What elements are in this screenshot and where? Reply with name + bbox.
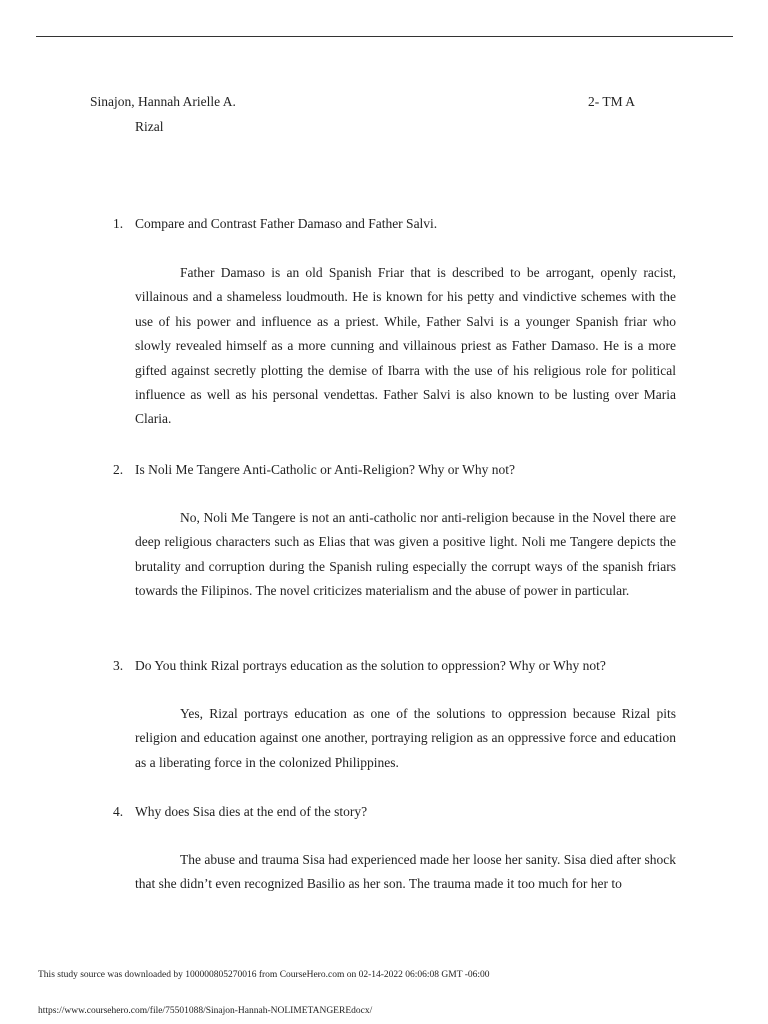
- question-2: [113, 462, 683, 478]
- question-text: Do You think Rizal portrays education as the solution to oppression? Why or Why not?: [135, 658, 606, 673]
- question-text: Is Noli Me Tangere Anti-Catholic or Anti-Religion? Why or Why not?: [135, 462, 515, 477]
- question-number: 4.: [113, 804, 124, 819]
- answer-2: No, Noli Me Tangere is not an anti-catholic nor anti-religion because in the Novel there are deep religious characters such as Elias that was given a positive light. Noli me Tangere depicts the brutality and corruption during the Spanish ruling especially the corrupt ways of the spanish friars towards the Filipinos. The novel criticizes materialism and the abuse of power in particular.: [135, 510, 676, 599]
- question-4: [113, 804, 683, 820]
- download-source-note: This study source was downloaded by 100000805270016 from CourseHero.com on 02-14-2022 06:06:08 GMT -06:00: [38, 970, 490, 980]
- section-label: 2- TM A: [588, 94, 636, 109]
- question-number: 3.: [113, 658, 124, 673]
- answer-3: Yes, Rizal portrays education as one of the solutions to oppression because Rizal pits religion and education against one another, portraying religion as an oppressive force and education as a liberating force in the colonized Philippines.: [135, 706, 676, 770]
- top-divider: [36, 36, 733, 37]
- student-name: Sinajon, Hannah Arielle A.: [90, 94, 236, 109]
- source-url-link[interactable]: https://www.coursehero.com/file/75501088/Sinajon-Hannah-NOLIMETANGEREdocx/: [38, 1006, 373, 1016]
- question-1: [113, 216, 683, 232]
- question-text: Why does Sisa dies at the end of the story?: [135, 804, 368, 819]
- question-number: 1.: [113, 216, 124, 231]
- answer-4: The abuse and trauma Sisa had experienced made her loose her sanity. Sisa died after shock that she didn’t even recognized Basilio as her son. The trauma made it too much for her to: [135, 852, 676, 892]
- question-text: Compare and Contrast Father Damaso and Father Salvi.: [135, 216, 438, 231]
- subject-label: Rizal: [135, 119, 164, 134]
- question-number: 2.: [113, 462, 124, 477]
- answer-1: Father Damaso is an old Spanish Friar that is described to be arrogant, openly racist, villainous and a shameless loudmouth. He is known for his petty and vindictive schemes with the use of his power and influence as a priest. While, Father Salvi is a younger Spanish friar who slowly revealed himself as a more cunning and villainous priest as Father Damaso. He is a more gifted against secretly plotting the demise of Ibarra with the use of his religious role for political influence as well as his personal vendettas. Father Salvi is also known to be lusting over Maria Claria.: [135, 265, 676, 427]
- question-3: [113, 658, 683, 674]
